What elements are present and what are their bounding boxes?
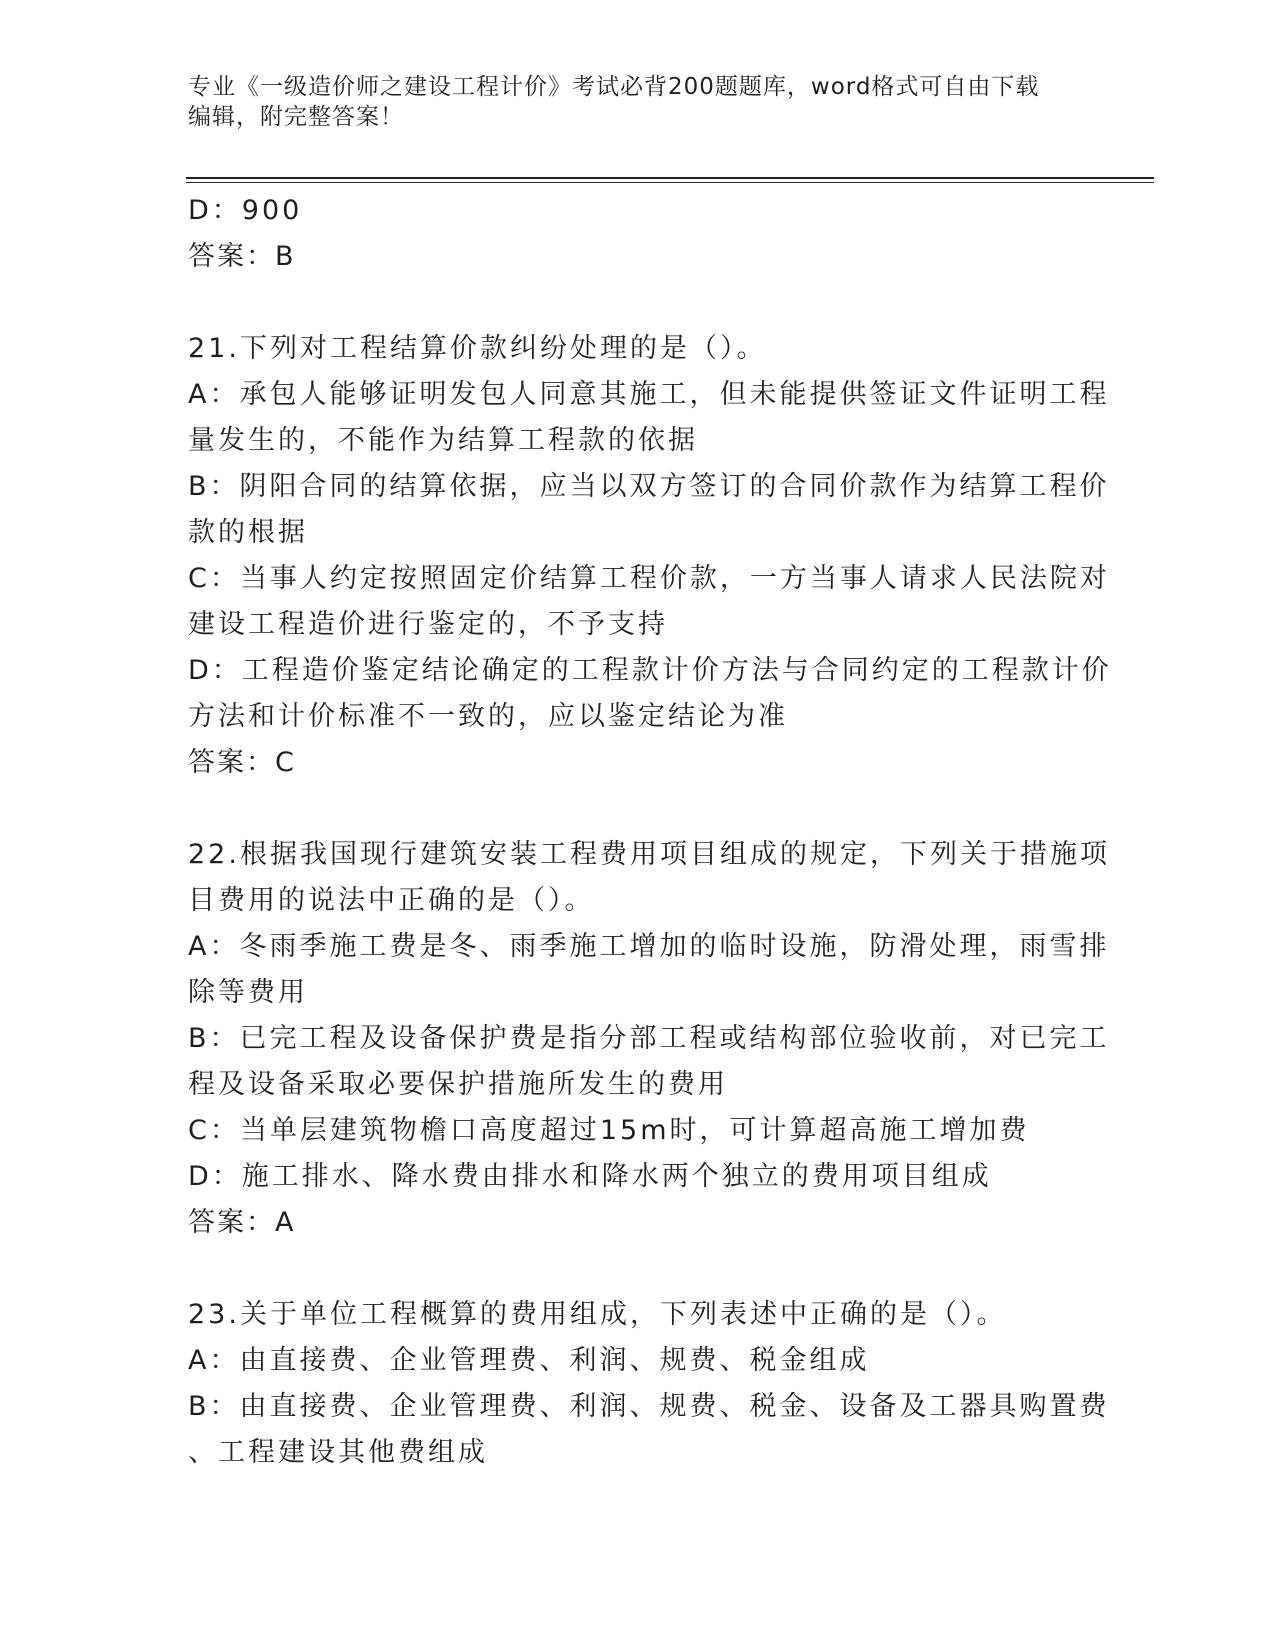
q21-stem: 21.下列对工程结算价款纠纷处理的是（）。: [188, 333, 767, 364]
document-body: [188, 188, 1112, 1476]
q22-option-b-line-2: 程及设备采取必要保护措施所发生的费用: [188, 1069, 728, 1100]
q22-stem-line-1: 22.根据我国现行建筑安装工程费用项目组成的规定，下列关于措施项: [188, 839, 1110, 870]
q21-option-d-line-1: D：工程造价鉴定结论确定的工程款计价方法与合同约定的工程款计价: [188, 655, 1112, 686]
header-divider-thin: [186, 182, 1154, 183]
q21-option-a-line-2: 量发生的，不能作为结算工程款的依据: [188, 425, 698, 456]
q23-option-b-line-1: B：由直接费、企业管理费、利润、规费、税金、设备及工器具购置费: [188, 1391, 1110, 1422]
paragraph-gap: [188, 786, 1068, 832]
q22-option-a-line-2: 除等费用: [188, 977, 308, 1008]
q22-answer: 答案：A: [188, 1207, 296, 1238]
q23-stem: 23.关于单位工程概算的费用组成，下列表述中正确的是（）。: [188, 1299, 1007, 1330]
q22-option-d: D：施工排水、降水费由排水和降水两个独立的费用项目组成: [188, 1161, 992, 1192]
header-divider-thick: [186, 177, 1154, 179]
q21-option-a-line-1: A：承包人能够证明发包人同意其施工，但未能提供签证文件证明工程: [188, 379, 1110, 410]
prev-answer: 答案：B: [188, 241, 296, 272]
header-title-line-1: 专业《一级造价师之建设工程计价》考试必背200题题库，word格式可自由下载: [188, 74, 1040, 100]
q22-option-a-line-1: A：冬雨季施工费是冬、雨季施工增加的临时设施，防滑处理，雨雪排: [188, 931, 1110, 962]
paragraph-gap: [188, 280, 1068, 326]
paragraph-gap: [188, 1246, 1068, 1292]
q21-option-b-line-1: B：阴阳合同的结算依据，应当以双方签订的合同价款作为结算工程价: [188, 471, 1110, 502]
header-title-line-2: 编辑，附完整答案！: [188, 104, 404, 130]
q21-option-c-line-1: C：当事人约定按照固定价结算工程价款，一方当事人请求人民法院对: [188, 563, 1110, 594]
document-header: [188, 72, 1088, 132]
q23-option-a: A：由直接费、企业管理费、利润、规费、税金组成: [188, 1345, 870, 1376]
q21-option-d-line-2: 方法和计价标准不一致的，应以鉴定结论为准: [188, 701, 788, 732]
q21-answer: 答案：C: [188, 747, 296, 778]
q21-option-c-line-2: 建设工程造价进行鉴定的，不予支持: [188, 609, 668, 640]
q21-option-b-line-2: 款的根据: [188, 517, 308, 548]
q22-option-b-line-1: B：已完工程及设备保护费是指分部工程或结构部位验收前，对已完工: [188, 1023, 1110, 1054]
q22-option-c: C：当单层建筑物檐口高度超过15m时，可计算超高施工增加费: [188, 1115, 1030, 1146]
prev-option-d: D：900: [188, 195, 303, 226]
q23-option-b-line-2: 、工程建设其他费组成: [188, 1437, 488, 1468]
q22-stem-line-2: 目费用的说法中正确的是（）。: [188, 885, 595, 916]
